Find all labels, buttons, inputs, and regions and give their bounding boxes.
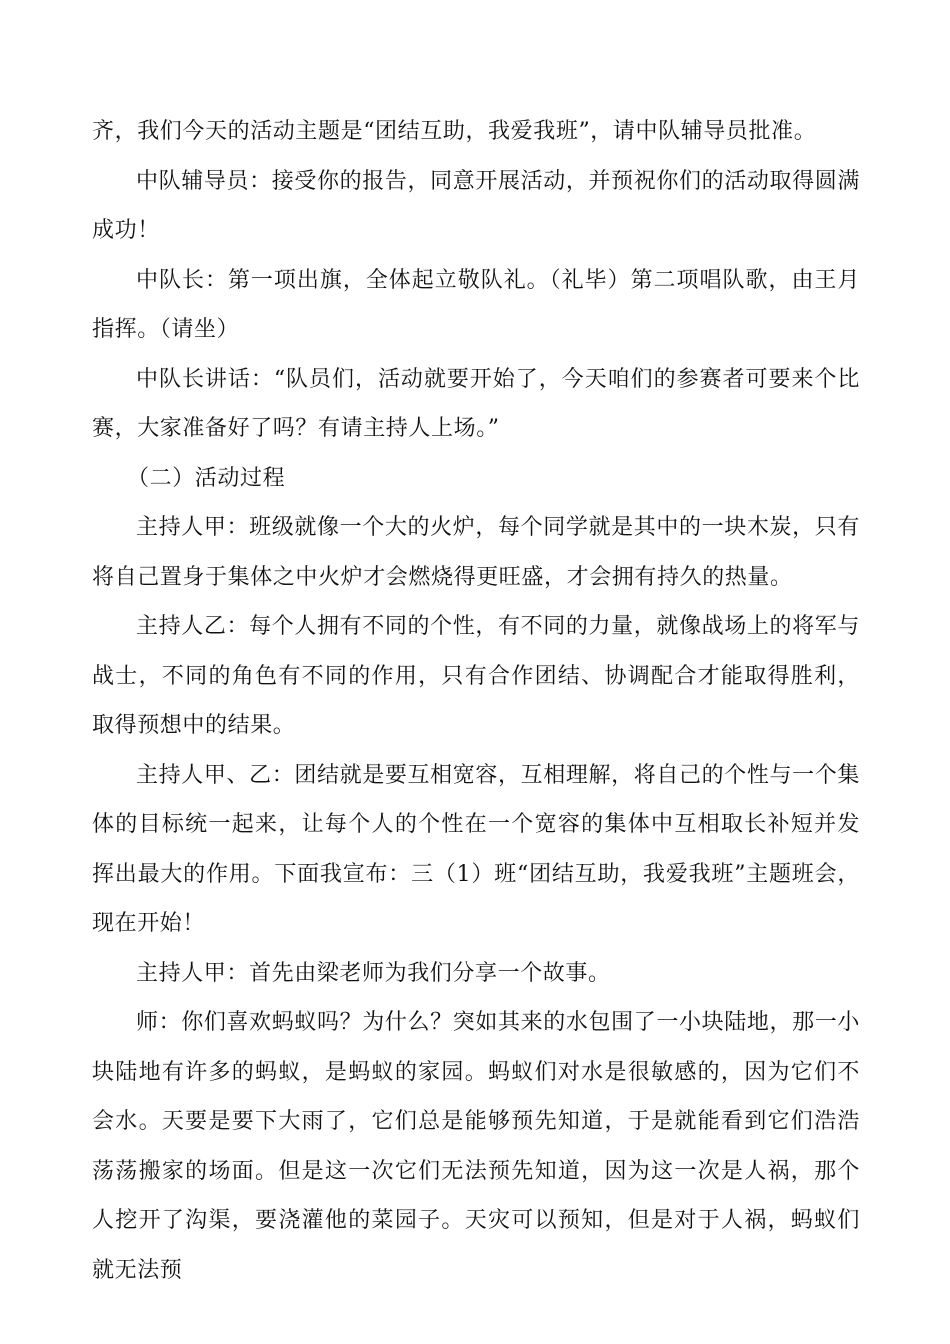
document-body (92, 107, 860, 1295)
paragraph-counselor-approval: 中队辅导员：接受你的报告，同意开展活动，并预祝你们的活动取得圆满成功！ (92, 168, 860, 243)
section-heading-activity-process: （二）活动过程 (127, 465, 286, 491)
paragraph-host-b-roles: 主持人乙：每个人拥有不同的个性，有不同的力量，就像战场上的将军与战士，不同的角色有不同的作用，只有合作团结、协调配合才能取得胜利，取得预想中的结果。 (92, 614, 860, 738)
paragraph-flag-ceremony: 中队长：第一项出旗，全体起立敬队礼。（礼毕）第二项唱队歌，由王月指挥。（请坐） (92, 267, 860, 342)
paragraph-hosts-announcement: 主持人甲、乙：团结就是要互相宽容，互相理解，将自己的个性与一个集体的目标统一起来，让每个人的个性在一个宽容的集体中互相取长补短并发挥出最大的作用。下面我宣布：三（1）班“团结互助，我爱我班”主题班会，现在开始！ (92, 762, 860, 936)
paragraph-host-a-story-intro: 主持人甲：首先由梁老师为我们分享一个故事。 (136, 960, 611, 986)
paragraph-continuation: 齐，我们今天的活动主题是“团结互助，我爱我班”，请中队辅导员批准。 (92, 119, 817, 144)
paragraph-teacher-ant-story: 师：你们喜欢蚂蚁吗？为什么？突如其来的水包围了一小块陆地，那一小块陆地有许多的蚂蚁，是蚂蚁的家园。蚂蚁们对水是很敏感的，因为它们不会水。天要是要下大雨了，它们总是能够预先知道，于是就能看到它们浩浩荡荡搬家的场面。但是这一次它们无法预先知道，因为这一次是人祸，那个人挖开了沟渠，要浇灌他的菜园子。天灾可以预知，但是对于人祸，蚂蚁们就无法预 (92, 1010, 860, 1283)
paragraph-captain-speech: 中队长讲话：“队员们，活动就要开始了，今天咱们的参赛者可要来个比赛，大家准备好了吗？有请主持人上场。” (92, 366, 860, 441)
paragraph-host-a-furnace: 主持人甲：班级就像一个大的火炉，每个同学就是其中的一块木炭，只有将自己置身于集体之中火炉才会燃烧得更旺盛，才会拥有持久的热量。 (92, 515, 860, 590)
